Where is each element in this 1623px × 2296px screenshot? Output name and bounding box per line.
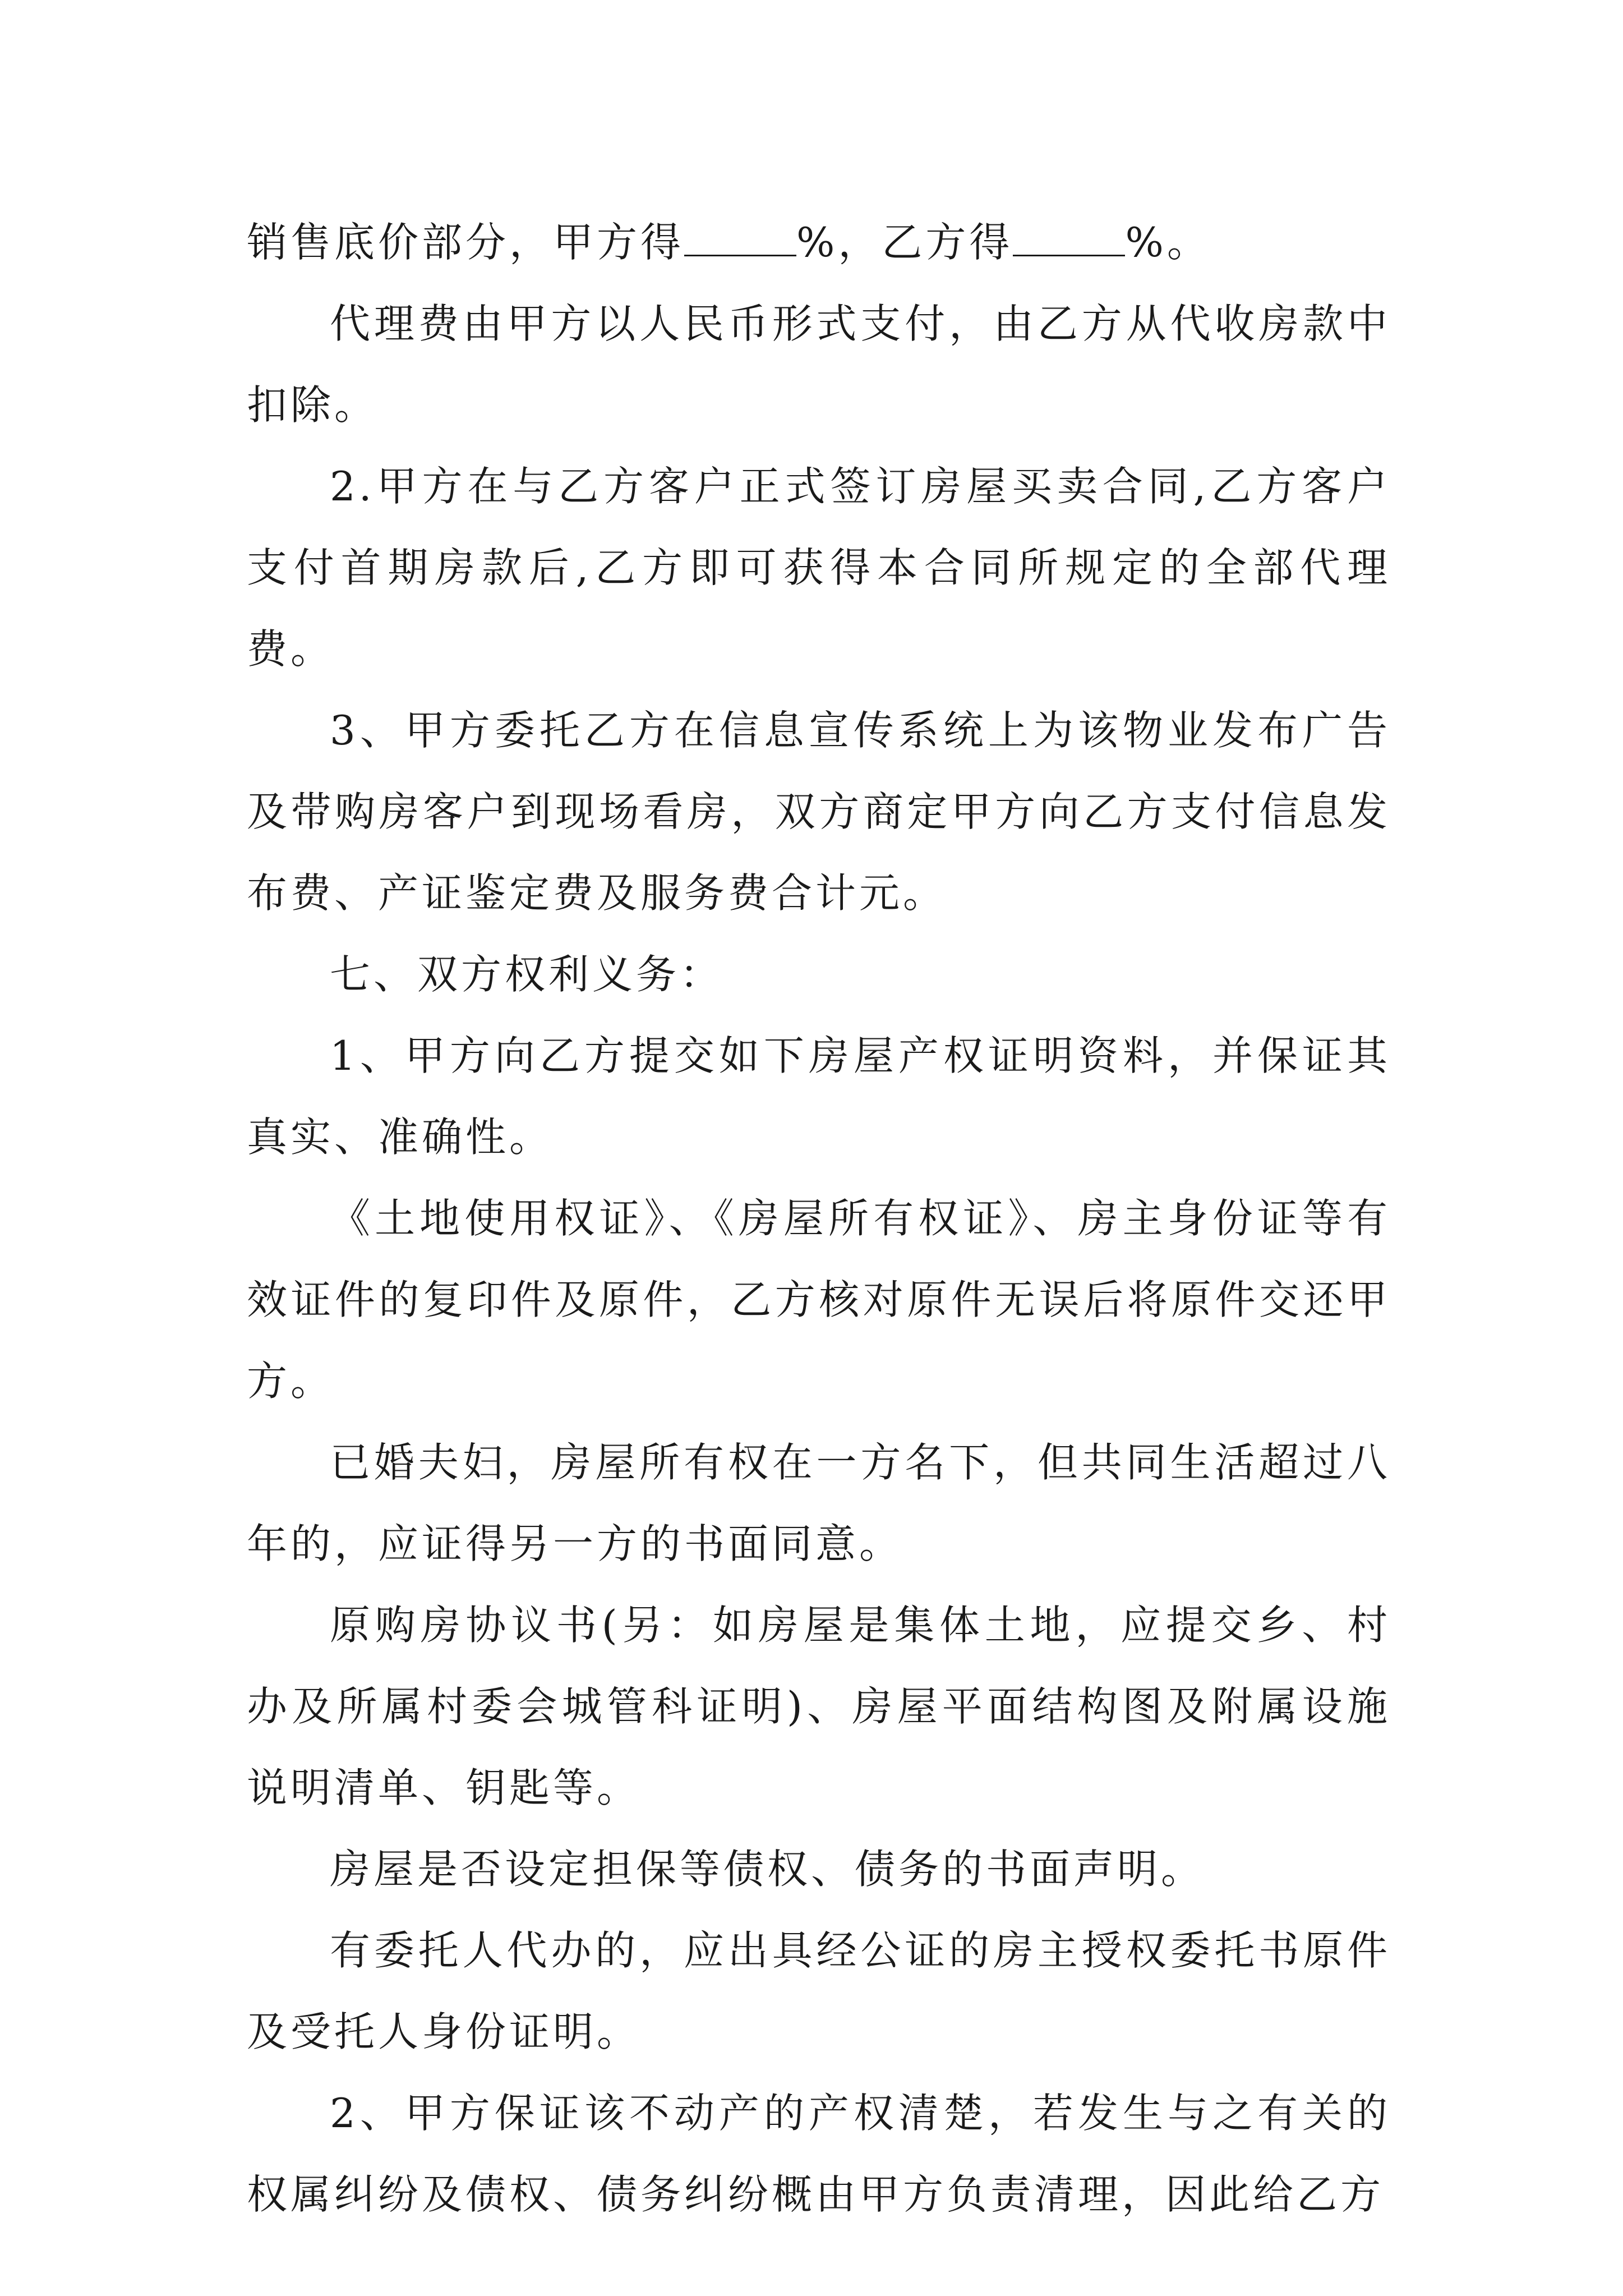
document-body: [247, 202, 1391, 2235]
commission-split-prefix: 销售底价部分，甲方得: [247, 219, 685, 266]
commission-split-suffix: %。: [1125, 219, 1211, 266]
paragraph-advertising-fees: 3、甲方委托乙方在信息宣传系统上为该物业发布广告及带购房客户到现场看房，双方商定甲方向乙方支付信息发布费、产证鉴定费及服务费合计元。: [247, 707, 1391, 917]
paragraph-ownership-documents: 1、甲方向乙方提交如下房屋产权证明资料，并保证其真实、准确性。: [247, 1032, 1391, 1161]
paragraph-purchase-agreement: 原购房协议书(另：如房屋是集体土地，应提交乡、村办及所属村委会城管科证明)、房屋平面结构图及附属设施说明清单、钥匙等。: [247, 1602, 1391, 1811]
blank-party-b-percent: [1013, 221, 1125, 256]
paragraph-title-guarantee: 2、甲方保证该不动产的产权清楚，若发生与之有关的权属纠纷及债权、债务纠纷概由甲方负责清理，因此给乙方: [247, 2090, 1391, 2218]
paragraph-payment-method: 代理费由甲方以人民币形式支付，由乙方从代收房款中扣除。: [247, 300, 1391, 429]
paragraph-certificates: 《土地使用权证》、《房屋所有权证》、房主身份证等有效证件的复印件及原件，乙方核对原件无误后将原件交还甲方。: [247, 1195, 1391, 1405]
section-heading-rights-obligations: 七、双方权利义务：: [330, 951, 724, 998]
blank-party-a-percent: [684, 221, 796, 256]
paragraph-power-of-attorney: 有委托人代办的，应出具经公证的房主授权委托书原件及受托人身份证明。: [247, 1927, 1391, 2055]
paragraph-fee-entitlement: 2.甲方在与乙方客户正式签订房屋买卖合同,乙方客户支付首期房款后,乙方即可获得本合同所规定的全部代理费。: [247, 463, 1391, 673]
paragraph-married-couple: 已婚夫妇，房屋所有权在一方名下，但共同生活超过八年的，应证得另一方的书面同意。: [247, 1439, 1391, 1567]
paragraph-commission-split: [247, 202, 1391, 283]
commission-split-mid: %，乙方得: [796, 219, 1013, 266]
paragraph-guarantee-statement: 房屋是否设定担保等债权、债务的书面声明。: [330, 1846, 1205, 1893]
